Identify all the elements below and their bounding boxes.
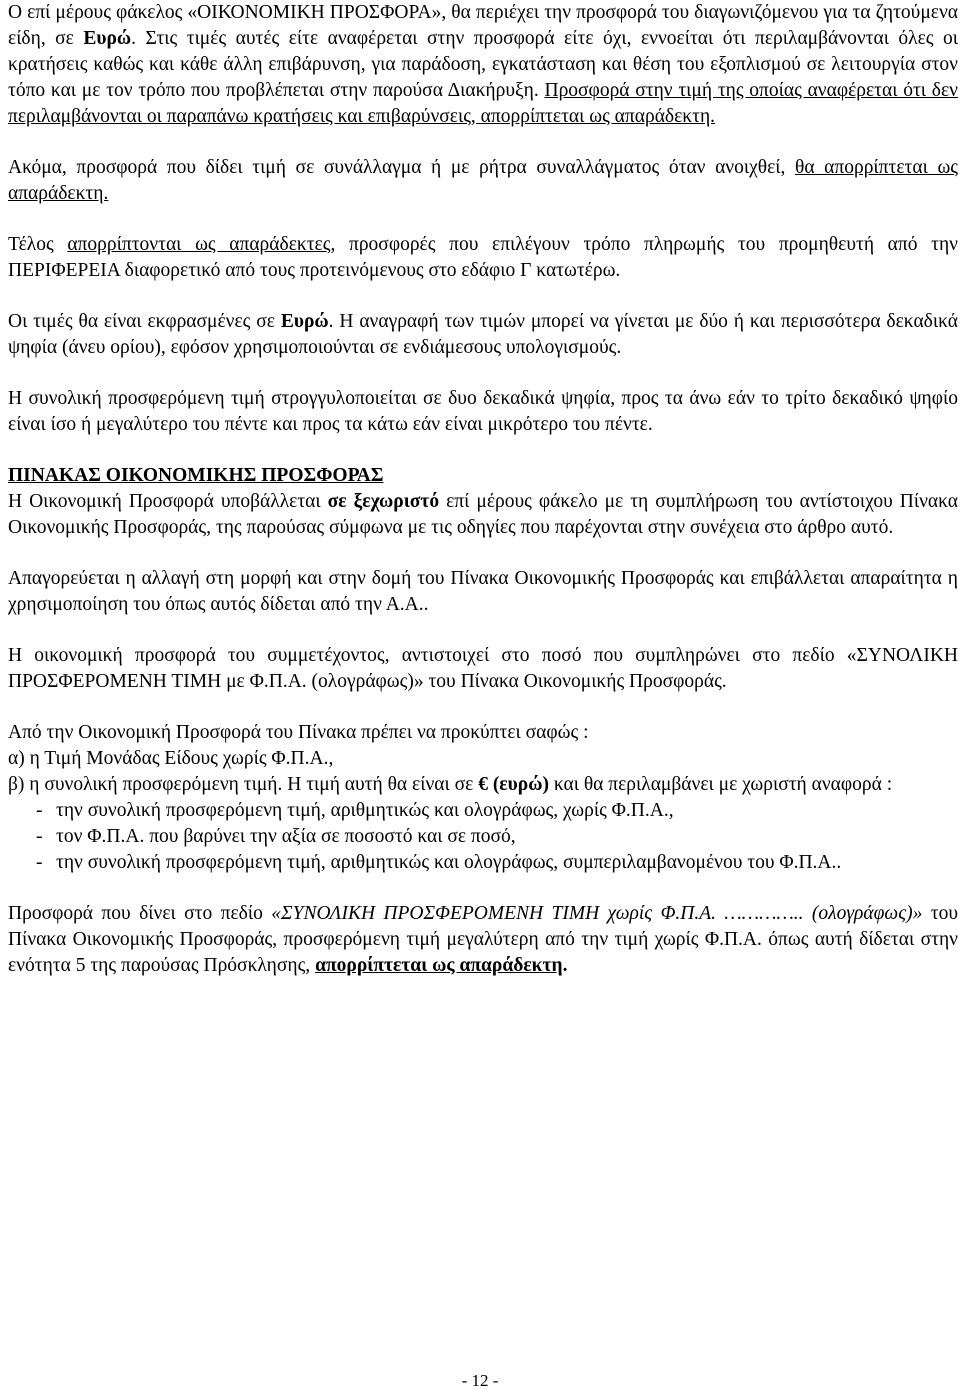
text-run: , προσφορές που επιλέγουν τρόπο πληρωμής του προμηθευτή από την ΠΕΡΙΦΕΡΕΙΑ διαφορετικό από τους προτεινόμενους στο εδάφιο Γ κατωτέρω. [8, 234, 958, 281]
text-run: του Πίνακα Οικονομικής Προσφοράς, προσφερόμενη τιμή μεγαλύτερη από την τιμή χωρίς Φ.Π.Α. όπως αυτή δίδεται στην ενότητα 5 της παρούσας Πρόσκλησης, [8, 903, 958, 976]
section-heading: ΠΙΝΑΚΑΣ ΟΙΚΟΝΟΜΙΚΗΣ ΠΡΟΣΦΟΡΑΣ [8, 465, 384, 486]
currency-emphasis: Ευρώ [280, 311, 329, 332]
dash-marker: - [36, 800, 43, 821]
text-run: . Στις τιμές αυτές είτε αναφέρεται στην προσφορά είτε όχι, εννοείται ότι περιλαμβάνονται όλες οι κρατήσεις καθώς και κάθε άλλη επιβάρυνση, για παράδοση, εγκατάσταση και θέση του εξοπλισμού σε λειτουργία στον τόπο και με τον τρόπο που προβλέπεται στην παρούσα Διακήρυξη. [8, 28, 958, 101]
paragraph-form-structure: Απαγορεύεται η αλλαγή στη μορφή και στην δομή του Πίνακα Οικονομικής Προσφοράς και επιβάλλεται απαραίτητα η χρησιμοποίηση του όπως αυτός δίδεται από την Α.Α.. [8, 568, 958, 615]
requirement-item-a: α) η Τιμή Μονάδας Είδους χωρίς Φ.Π.Α., [8, 748, 334, 769]
paragraph-separate-envelope [8, 489, 958, 541]
paragraph-requirements-intro: Από την Οικονομική Προσφορά του Πίνακα πρέπει να προκύπτει σαφώς : [8, 722, 589, 743]
requirement-item-b [8, 772, 958, 798]
text-run: . Η αναγραφή των τιμών μπορεί να γίνεται με δύο ή και περισσότερα δεκαδικά ψηφία (άνευ ορίου), εφόσον χρησιμοποιούνται σε ενδιάμεσους υπολογισμούς. [8, 311, 958, 358]
paragraph-financial-envelope [8, 0, 958, 130]
paragraph-price-rejection [8, 901, 958, 979]
text-run: Τέλος [8, 234, 68, 255]
requirement-sublist [8, 798, 958, 876]
list-item [8, 798, 958, 824]
text-run: β) η συνολική προσφερόμενη τιμή. Η τιμή αυτή θα είναι σε [8, 774, 479, 795]
rejection-clause: απορρίπτονται ως απαράδεκτες [67, 234, 331, 255]
dash-marker: - [36, 852, 43, 873]
text-run: Η Οικονομική Προσφορά υποβάλλεται [8, 491, 328, 512]
text-run: Οι τιμές θα είναι εκφρασμένες σε [8, 311, 281, 332]
text-run: Προσφορά που δίνει στο πεδίο [8, 903, 272, 924]
paragraph-foreign-currency [8, 155, 958, 207]
rejection-clause: απορρίπτεται ως απαράδεκτη [315, 955, 563, 976]
text-run: Ακόμα, προσφορά που δίδει τιμή σε συνάλλαγμα ή με ρήτρα συναλλάγματος όταν ανοιχθεί, [8, 157, 796, 178]
text-run: και θα περιλαμβάνει με χωριστή αναφορά : [548, 774, 893, 795]
list-item [8, 824, 958, 850]
paragraph-rounding: Η συνολική προσφερόμενη τιμή στρογγυλοποιείται σε δυο δεκαδικά ψηφία, προς τα άνω εάν το τρίτο δεκαδικό ψηφίο είναι ίσο ή μεγαλύτερο του πέντε και προς τα κάτω εάν είναι μικρότερο του πέντε. [8, 388, 958, 435]
paragraph-total-price-field: Η οικονομική προσφορά του συμμετέχοντος, αντιστοιχεί στο ποσό που συμπληρώνει στο πεδίο «ΣΥΝΟΛΙΚΗ ΠΡΟΣΦΕΡΟΜΕΝΗ ΤΙΜΗ με Φ.Π.Α. (ολογράφως)» του Πίνακα Οικονομικής Προσφοράς. [8, 645, 958, 692]
bold-emphasis: σε ξεχωριστό [327, 491, 440, 512]
dash-marker: - [36, 826, 43, 847]
paragraph-euro-prices [8, 309, 958, 361]
paragraph-payment-method [8, 232, 958, 284]
text-run: Ο επί μέρους φάκελος «ΟΙΚΟΝΟΜΙΚΗ ΠΡΟΣΦΟΡΑ», θα περιέχει την προσφορά του διαγωνιζόμενου για τα ζητούμενα είδη, σε [8, 2, 958, 49]
text-run: . [562, 955, 568, 976]
currency-emphasis: Ευρώ [83, 28, 132, 49]
list-item-text: την συνολική προσφερόμενη τιμή, αριθμητικώς και ολογράφως, χωρίς Φ.Π.Α., [56, 800, 674, 821]
rejection-clause: θα απορρίπτεται ως απαράδεκτη. [8, 157, 958, 204]
rejection-clause: Προσφορά στην τιμή της οποίας αναφέρεται ότι δεν περιλαμβάνονται οι παραπάνω κρατήσεις και επιβαρύνσεις, απορρίπτεται ως απαράδεκτη. [8, 80, 958, 127]
page-number: - 12 - [461, 1371, 499, 1390]
list-item-text: τον Φ.Π.Α. που βαρύνει την αξία σε ποσοστό και σε ποσό, [56, 826, 516, 847]
document-page [8, 0, 958, 979]
text-run: επί μέρους φάκελο με τη συμπλήρωση του αντίστοιχου Πίνακα Οικονομικής Προσφοράς, της παρούσας σύμφωνα με τις οδηγίες που παρέχονται στην συνέχεια στο άρθρο αυτό. [8, 491, 958, 538]
field-name-italic: «ΣΥΝΟΛΙΚΗ ΠΡΟΣΦΕΡΟΜΕΝΗ ΤΙΜΗ χωρίς Φ.Π.Α. ………….. (ολογράφως)» [271, 903, 923, 924]
list-item [8, 850, 958, 876]
currency-emphasis: € (ευρώ) [478, 774, 549, 795]
list-item-text: την συνολική προσφερόμενη τιμή, αριθμητικώς και ολογράφως, συμπεριλαμβανομένου του Φ.Π.Α.. [56, 852, 842, 873]
